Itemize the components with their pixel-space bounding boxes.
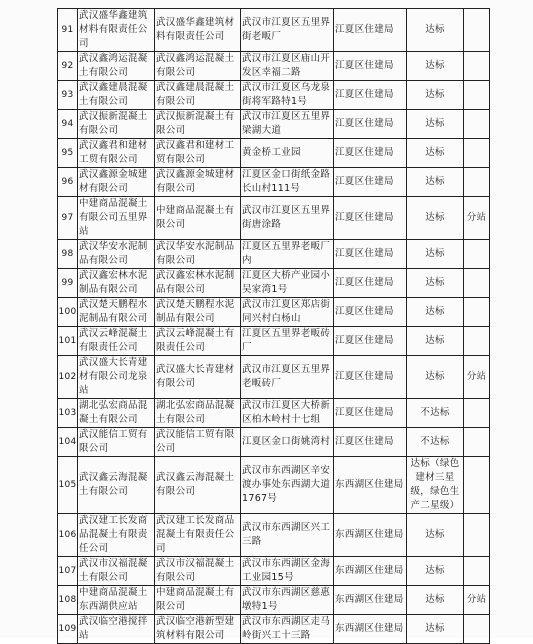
- row-number: 97: [58, 197, 78, 240]
- table-row: [58, 428, 490, 457]
- applicant-cell: 武汉振新混凝土有限公司: [78, 110, 155, 139]
- enterprise-cell: 武汉振新混凝土有限公司: [155, 110, 241, 139]
- row-number: 104: [58, 428, 78, 457]
- table-row: [58, 327, 490, 356]
- authority-cell: 江夏区住建局: [334, 110, 407, 139]
- table-row: [58, 168, 490, 197]
- authority-cell: 江夏区住建局: [334, 240, 407, 269]
- authority-cell: 东西湖区住建局: [334, 586, 407, 615]
- address-cell: 江夏区金口街姚湾村: [241, 428, 334, 457]
- result-cell: 达标（绿色建材三星级，绿色生产二星级）: [407, 457, 464, 514]
- result-cell: 达标: [407, 356, 464, 399]
- table-row: [58, 557, 490, 586]
- row-number: 107: [58, 557, 78, 586]
- result-cell: 达标: [407, 615, 464, 644]
- applicant-cell: 湖北弘宏商品混凝土有限公司: [78, 399, 155, 428]
- table-row: [58, 240, 490, 269]
- row-number: 95: [58, 139, 78, 168]
- result-cell: 达标: [407, 110, 464, 139]
- enterprise-cell: 武汉建工长发商品混凝土有限责任公司: [155, 514, 241, 557]
- enterprise-cell: 武汉楚天鹏程水泥制品有限公司: [155, 298, 241, 327]
- applicant-cell: 武汉鑫鸿运混凝土有限公司: [78, 52, 155, 81]
- enterprise-cell: 中建商品混凝土有限公司: [155, 197, 241, 240]
- applicant-cell: 武汉楚天鹏程水泥制品有限公司: [78, 298, 155, 327]
- row-number: 105: [58, 457, 78, 514]
- address-cell: 江夏区大桥产业园小吴家湾1号: [241, 269, 334, 298]
- authority-cell: 东西湖区住建局: [334, 615, 407, 644]
- applicant-cell: 武汉云峰混凝土有限责任公司: [78, 327, 155, 356]
- table-row: [58, 81, 490, 110]
- applicant-cell: 武汉鑫云海混凝土有限公司: [78, 457, 155, 514]
- result-cell: 达标: [407, 197, 464, 240]
- applicant-cell: 武汉华安水泥制品有限公司: [78, 240, 155, 269]
- applicant-cell: 中建商品混凝土东西湖供应站: [78, 586, 155, 615]
- authority-cell: 江夏区住建局: [334, 428, 407, 457]
- note-cell: [464, 269, 490, 298]
- authority-cell: 江夏区住建局: [334, 399, 407, 428]
- enterprise-cell: 武汉鑫建晨混凝土有限公司: [155, 81, 241, 110]
- note-cell: [464, 139, 490, 168]
- enterprise-cell: 武汉鑫鸿运混凝土有限公司: [155, 52, 241, 81]
- applicant-cell: 武汉鑫建晨混凝土有限公司: [78, 81, 155, 110]
- enterprise-cell: 武汉华安水泥制品有限公司: [155, 240, 241, 269]
- address-cell: 武汉市江夏区郑店街同兴村白杨山: [241, 298, 334, 327]
- table-row: [58, 197, 490, 240]
- enterprise-cell: 武汉鑫宏林水泥制品有限公司: [155, 269, 241, 298]
- address-cell: 武汉市东西湖区金海工业园15号: [241, 557, 334, 586]
- enterprise-table: [57, 8, 490, 644]
- table-row: [58, 9, 490, 52]
- row-number: 103: [58, 399, 78, 428]
- result-cell: 达标: [407, 240, 464, 269]
- enterprise-cell: 湖北弘宏商品混凝土有限公司: [155, 399, 241, 428]
- enterprise-cell: 中建商品混凝土有限公司: [155, 586, 241, 615]
- table-row: [58, 586, 490, 615]
- enterprise-cell: 武汉鑫源金城建材有限公司: [155, 168, 241, 197]
- result-cell: 达标: [407, 514, 464, 557]
- row-number: 101: [58, 327, 78, 356]
- result-cell: 达标: [407, 586, 464, 615]
- note-cell: 分站: [464, 586, 490, 615]
- enterprise-cell: 武汉云峰混凝土有限责任公司: [155, 327, 241, 356]
- address-cell: 武汉市江夏区五里界梁湖大道: [241, 110, 334, 139]
- table-row: [58, 52, 490, 81]
- table-row: [58, 457, 490, 514]
- note-cell: [464, 240, 490, 269]
- row-number: 91: [58, 9, 78, 52]
- address-cell: 武汉市江夏区五里界老畈砖厂: [241, 356, 334, 399]
- authority-cell: 江夏区住建局: [334, 269, 407, 298]
- enterprise-cell: 武汉盛大长青建材有限公司: [155, 356, 241, 399]
- table-row: [58, 139, 490, 168]
- address-cell: 武汉市东西湖区辛安渡办事处东西湖大道1767号: [241, 457, 334, 514]
- note-cell: 分站: [464, 197, 490, 240]
- table-row: [58, 356, 490, 399]
- address-cell: 江夏区五里界老畈厂内: [241, 240, 334, 269]
- table-row: [58, 399, 490, 428]
- applicant-cell: 武汉能信工贸有限公司: [78, 428, 155, 457]
- authority-cell: 东西湖区住建局: [334, 457, 407, 514]
- enterprise-cell: 武汉盛华鑫建筑材料有限责任公司: [155, 9, 241, 52]
- row-number: 100: [58, 298, 78, 327]
- note-cell: [464, 110, 490, 139]
- enterprise-cell: 武汉鑫云海混凝土有限公司: [155, 457, 241, 514]
- result-cell: 达标: [407, 9, 464, 52]
- table-row: [58, 298, 490, 327]
- applicant-cell: 武汉建工长发商品混凝土有限责任公司: [78, 514, 155, 557]
- address-cell: 武汉市江夏区五里界街老畈厂: [241, 9, 334, 52]
- note-cell: [464, 557, 490, 586]
- result-cell: 达标: [407, 139, 464, 168]
- note-cell: 分站: [464, 356, 490, 399]
- table-body: [58, 9, 490, 644]
- note-cell: [464, 399, 490, 428]
- authority-cell: 江夏区住建局: [334, 9, 407, 52]
- authority-cell: 东西湖区住建局: [334, 557, 407, 586]
- note-cell: [464, 52, 490, 81]
- address-cell: 武汉市东西湖区兴工三路: [241, 514, 334, 557]
- enterprise-cell: 武汉市汉福混凝土有限公司: [155, 557, 241, 586]
- address-cell: 江夏区五里界老畈砖厂: [241, 327, 334, 356]
- authority-cell: 江夏区住建局: [334, 197, 407, 240]
- applicant-cell: 武汉盛华鑫建筑材料有限责任公司: [78, 9, 155, 52]
- table-row: [58, 269, 490, 298]
- applicant-cell: 中建商品混凝土有限公司五里界站: [78, 197, 155, 240]
- applicant-cell: 武汉市汉福混凝土有限公司: [78, 557, 155, 586]
- applicant-cell: 武汉鑫君和建材工贸有限公司: [78, 139, 155, 168]
- authority-cell: 江夏区住建局: [334, 139, 407, 168]
- address-cell: 武汉市东西湖区走马岭街兴工十三路: [241, 615, 334, 644]
- row-number: 93: [58, 81, 78, 110]
- row-number: 106: [58, 514, 78, 557]
- table-row: [58, 110, 490, 139]
- authority-cell: 东西湖区住建局: [334, 514, 407, 557]
- enterprise-cell: 武汉能信工贸有限公司: [155, 428, 241, 457]
- note-cell: [464, 168, 490, 197]
- applicant-cell: 武汉鑫宏林水泥制品有限公司: [78, 269, 155, 298]
- note-cell: [464, 428, 490, 457]
- result-cell: 达标: [407, 557, 464, 586]
- result-cell: 达标: [407, 52, 464, 81]
- row-number: 109: [58, 615, 78, 644]
- result-cell: 达标: [407, 327, 464, 356]
- address-cell: 武汉市江夏区大桥新区柏木岭村十七组: [241, 399, 334, 428]
- table-row: [58, 615, 490, 644]
- applicant-cell: 武汉临空港搅拌站: [78, 615, 155, 644]
- row-number: 98: [58, 240, 78, 269]
- authority-cell: 江夏区住建局: [334, 327, 407, 356]
- result-cell: 达标: [407, 298, 464, 327]
- address-cell: 武汉市江夏区庙山开发区幸福二路: [241, 52, 334, 81]
- authority-cell: 江夏区住建局: [334, 52, 407, 81]
- authority-cell: 江夏区住建局: [334, 168, 407, 197]
- address-cell: 武汉市江夏区乌龙泉街将军路特1号: [241, 81, 334, 110]
- applicant-cell: 武汉盛大长青建材有限公司龙泉站: [78, 356, 155, 399]
- result-cell: 达标: [407, 269, 464, 298]
- row-number: 96: [58, 168, 78, 197]
- authority-cell: 江夏区住建局: [334, 298, 407, 327]
- enterprise-cell: 武汉鑫君和建材工贸有限公司: [155, 139, 241, 168]
- result-cell: 不达标: [407, 428, 464, 457]
- authority-cell: 江夏区住建局: [334, 81, 407, 110]
- result-cell: 达标: [407, 81, 464, 110]
- note-cell: [464, 327, 490, 356]
- row-number: 92: [58, 52, 78, 81]
- note-cell: [464, 81, 490, 110]
- table-row: [58, 514, 490, 557]
- row-number: 99: [58, 269, 78, 298]
- row-number: 94: [58, 110, 78, 139]
- address-cell: 黄金桥工业园: [241, 139, 334, 168]
- enterprise-cell: 武汉临空港新型建筑材料有限公司: [155, 615, 241, 644]
- row-number: 102: [58, 356, 78, 399]
- note-cell: [464, 615, 490, 644]
- note-cell: [464, 298, 490, 327]
- note-cell: [464, 514, 490, 557]
- applicant-cell: 武汉鑫源金城建材有限公司: [78, 168, 155, 197]
- note-cell: [464, 9, 490, 52]
- address-cell: 江夏区金口街纸金路长山村111号: [241, 168, 334, 197]
- row-number: 108: [58, 586, 78, 615]
- address-cell: 武汉市江夏区五里界街唐涂路: [241, 197, 334, 240]
- address-cell: 武汉市东西湖区慈惠墩特1号: [241, 586, 334, 615]
- result-cell: 达标: [407, 168, 464, 197]
- note-cell: [464, 457, 490, 514]
- authority-cell: 江夏区住建局: [334, 356, 407, 399]
- result-cell: 不达标: [407, 399, 464, 428]
